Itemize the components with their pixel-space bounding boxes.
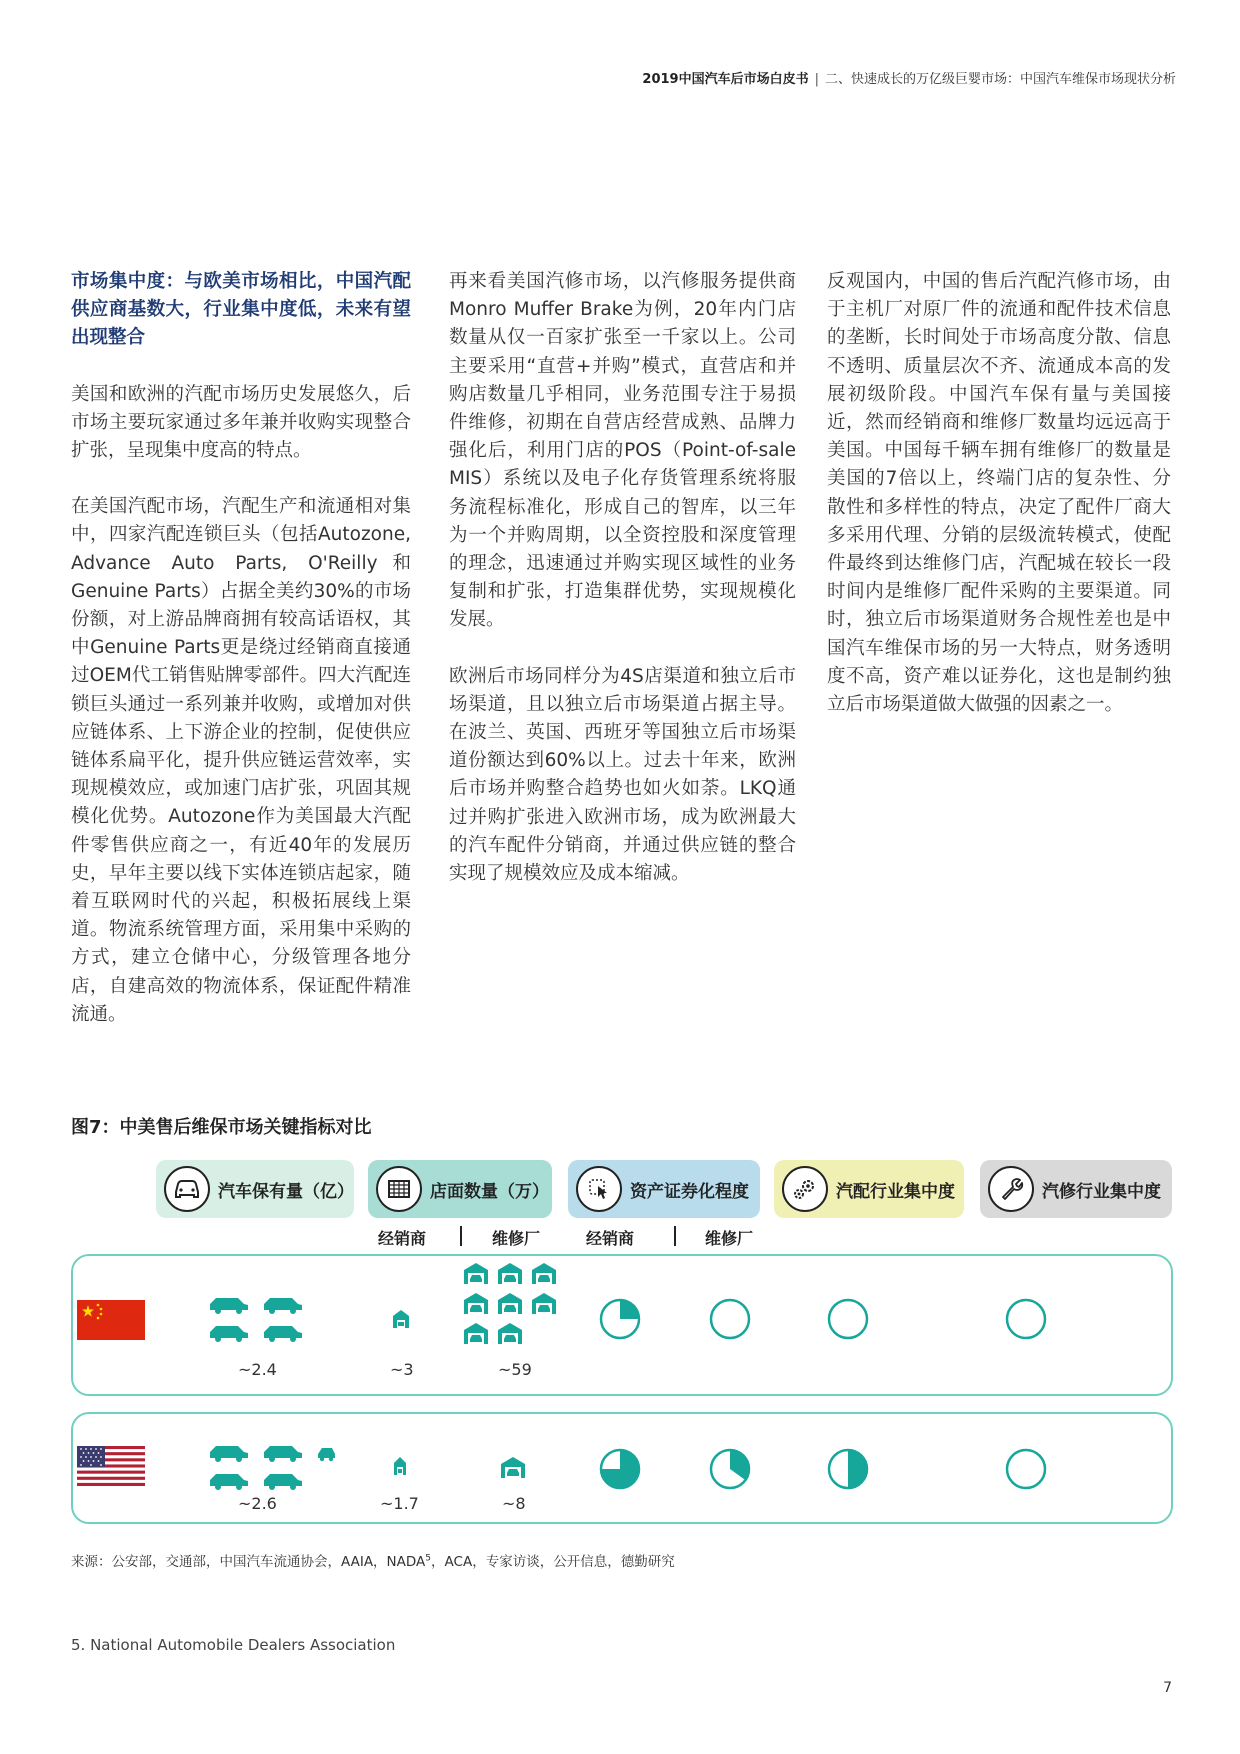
garage-icon [376, 1166, 422, 1212]
touch-icon [576, 1166, 622, 1212]
header-section: 二、快速成长的万亿级巨婴市场：中国汽车维保市场现状分析 [824, 72, 1176, 87]
paragraph: 美国和欧洲的汽配市场历史发展悠久，后市场主要玩家通过多年兼并收购实现整合扩张，呈现集中度高的特点。 [71, 383, 411, 462]
wrench-icon [988, 1166, 1034, 1212]
usa-indicator-pies [590, 1444, 1090, 1494]
car-icon [208, 1442, 338, 1494]
china-dealer-securitization-pie [711, 1300, 749, 1338]
usa-vehicles-value: ~2.6 [238, 1494, 277, 1513]
car-icon [164, 1166, 210, 1212]
china-vehicles-value: ~2.4 [238, 1360, 277, 1379]
page-number: 7 [1163, 1680, 1172, 1696]
china-flag-icon [77, 1300, 145, 1340]
header-title: 2019中国汽车后市场白皮书 [642, 72, 809, 87]
category-label: 汽配行业集中度 [836, 1181, 955, 1202]
subheader-divider [460, 1226, 462, 1246]
text-column-1 [71, 268, 411, 1057]
category-securitization [568, 1160, 760, 1218]
usa-repair-securitization-pie-fill [730, 1450, 749, 1480]
subheader-divider [674, 1226, 676, 1246]
category-label: 汽修行业集中度 [1042, 1181, 1161, 1202]
paragraph: 再来看美国汽修市场，以汽修服务提供商Monro Muffer Brake为例，20年内门店数量从仅一百家扩张至一千家以上。公司主要采用“直营+并购”模式，直营店和并购店数量几乎相同，业务范围专注于易损件维修，初期在自营店经营成熟、品牌力强化后，利用门店的POS（Point-of-sale MIS）系统以及电子化存货管理系统将服务流程标准化，形成自己的智库，以三年为一个并购周期，以全资控股和深度管理的理念，迅速通过并购实现区域性的业务复制和扩张，打造集群优势，实现规模化发展。 [449, 271, 796, 631]
store-icon [392, 1455, 408, 1477]
china-indicator-pies [590, 1294, 1090, 1344]
text-column-3 [827, 268, 1171, 747]
running-header [642, 68, 1176, 87]
subheader-dealer: 经销商 [378, 1229, 427, 1248]
subheader-repair: 维修厂 [492, 1229, 541, 1248]
usa-repair-concentration-pie [1007, 1450, 1045, 1488]
category-label: 店面数量（万） [430, 1181, 549, 1202]
category-stores [368, 1160, 552, 1218]
subheader-dealer: 经销商 [586, 1229, 635, 1248]
source-text-tail: ，ACA，专家访谈，公开信息，德勤研究 [431, 1554, 675, 1570]
figure-title: 图7：中美售后维保市场关键指标对比 [71, 1117, 372, 1138]
paragraph: 在美国汽配市场，汽配生产和流通相对集中，四家汽配连锁巨头（包括Autozone, Advance Auto Parts, O'Reilly和Genuine Parts）占据全美约30%的市场份额，对上游品牌商拥有较高话语权，其中Genuine Parts更是绕过经销商直接通过OEM代工销售贴牌零部件。四大汽配连锁巨头通过一系列兼并收购，或增加对供应链体系、上下游企业的控制，促使供应链体系扁平化，提升供应链运营效率，实现规模效应，或加速门店扩张，巩固其规模化优势。Autozone作为美国最大汽配件零售供应商之一，有近40年的发展历史，早年主要以线下实体连锁店起家，随着互联网时代的兴起，积极拓展线上渠道。物流系统管理方面，采用集中采购的方式，建立仓储中心，分级管理各地分店，自建高效的物流体系，保证配件精准流通。 [71, 496, 411, 1025]
usa-parts-concentration-pie-fill [848, 1450, 867, 1488]
source-text: 来源：公安部，交通部，中国汽车流通协会，AAIA，NADA [71, 1554, 426, 1570]
section-heading: 市场集中度：与欧美市场相比，中国汽配供应商基数大，行业集中度低，未来有望出现整合 [71, 271, 411, 349]
china-repair-concentration-pie [1007, 1300, 1045, 1338]
china-dealers-value: ~3 [390, 1360, 414, 1379]
header-separator: | [814, 72, 819, 87]
usa-repair-value: ~8 [502, 1494, 526, 1513]
gears-icon [782, 1166, 828, 1212]
garage-icon [463, 1262, 563, 1346]
footnote: 5. National Automobile Dealers Association [71, 1636, 396, 1654]
paragraph: 反观国内，中国的售后汽配汽修市场，由于主机厂对原厂件的流通和配件技术信息的垄断，长时间处于市场高度分散、信息不透明、质量层次不齐、流通成本高的发展初级阶段。中国汽车保有量与美国接近，然而经销商和维修厂数量均远远高于美国。中国每千辆车拥有维修厂的数量是美国的7倍以上，终端门店的复杂性、分散性和多样性的特点，决定了配件厂商大多采用代理、分销的层级流转模式，使配件最终到达维修门店，汽配城在较长一段时间内是维修厂配件采购的主要渠道。同时，独立后市场渠道财务合规性差也是中国汽车维保市场的另一大特点，财务透明度不高，资产难以证券化，这也是制约独立后市场渠道做大做强的因素之一。 [827, 271, 1171, 716]
usa-dealers-value: ~1.7 [380, 1494, 419, 1513]
store-icon [391, 1308, 411, 1330]
car-icon [208, 1294, 308, 1346]
figure-source [71, 1550, 675, 1570]
text-column-2 [449, 268, 796, 916]
china-parts-concentration-pie [829, 1300, 867, 1338]
category-parts-concentration [774, 1160, 964, 1218]
china-repair-value: ~59 [498, 1360, 532, 1379]
category-repair-concentration [980, 1160, 1172, 1218]
subheader-repair: 维修厂 [705, 1229, 754, 1248]
category-vehicles [156, 1160, 354, 1218]
source-footnote-mark: 5 [425, 1553, 432, 1564]
category-label: 资产证券化程度 [630, 1181, 749, 1202]
category-label: 汽车保有量（亿） [218, 1181, 354, 1202]
usa-flag-icon [77, 1446, 145, 1486]
paragraph: 欧洲后市场同样分为4S店渠道和独立后市场渠道，且以独立后市场渠道占据主导。在波兰、英国、西班牙等国独立后市场渠道份额达到60%以上。过去十年来，欧洲后市场并购整合趋势也如火如荼。LKQ通过并购扩张进入欧洲市场，成为欧洲最大的汽车配件分销商，并通过供应链的整合实现了规模效应及成本缩减。 [449, 665, 796, 885]
garage-icon [500, 1456, 526, 1478]
